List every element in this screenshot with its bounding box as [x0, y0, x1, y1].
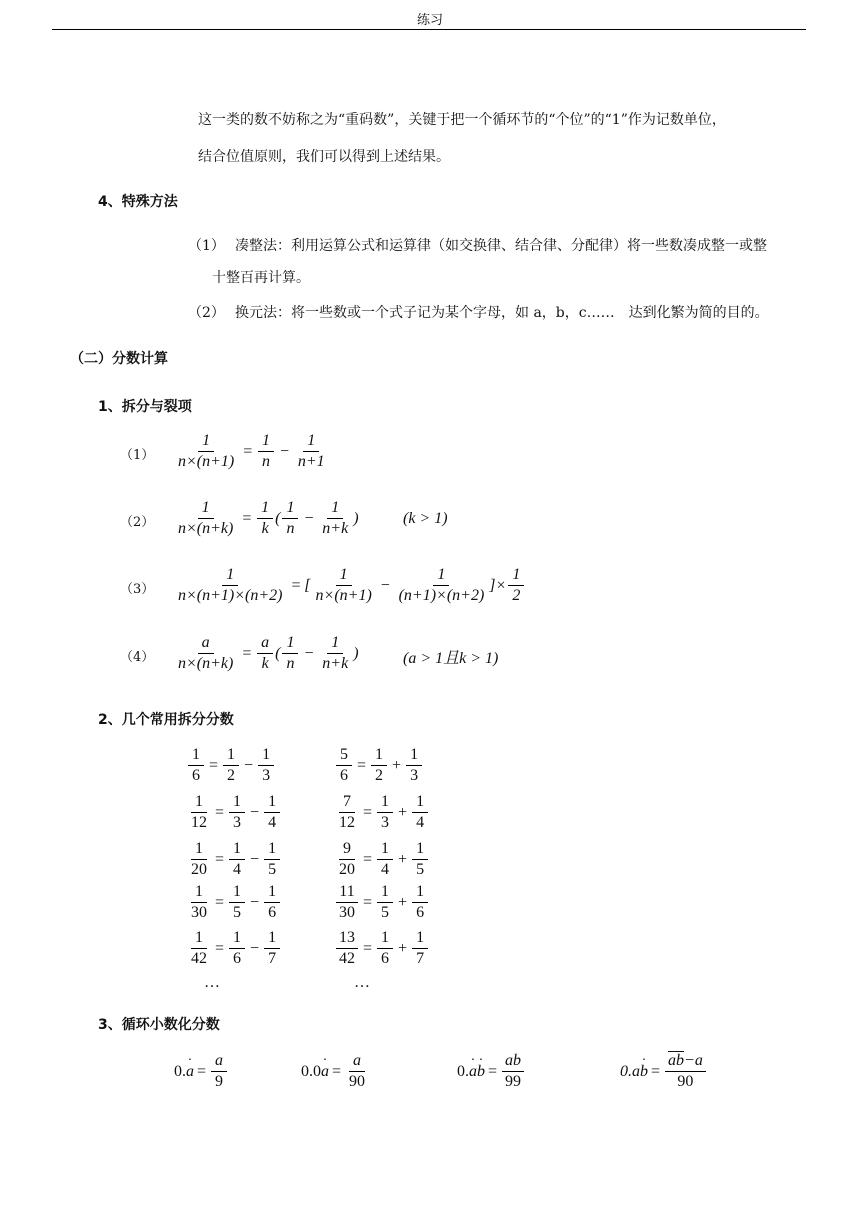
intro-line-1: 这一类的数不妨称之为“重码数”，关键于把一个循环节的“个位”的“1”作为记数单位， — [198, 112, 726, 128]
formula-2-term-1: 1 n — [282, 499, 298, 538]
common-left-row-5: $\frac{1}{42}$ = $\frac{1}{6}$ − $\frac{1}{7}$ — [186, 929, 282, 968]
common-right-row-1: $\frac{5}{6}$ = $\frac{1}{2}$ + $\frac{1}{3}$ — [334, 746, 424, 785]
formula-1: $\frac{1}{n\times(n+1)}$ = $\frac{1}{n}$ − $\frac{1}{n+1}$ — [173, 432, 330, 471]
common-left-row-2: $\frac{1}{12}$ = $\frac{1}{3}$ − $\frac{1}{4}$ — [186, 793, 282, 832]
formula-2-coef: $\frac{1}{k}$ — [257, 499, 273, 538]
special-methods-heading: 4、特殊方法 — [98, 194, 178, 210]
repeating-formula-4: 0.a b · = $\frac{\overline{ab}-a}{90}$ — [620, 1052, 708, 1091]
formula-2-term-2: $\frac{1}{n+k}$ — [322, 499, 349, 537]
common-left-row-1: $\frac{1}{6}$ = $\frac{1}{2}$ − $\frac{1}{3}$ — [186, 746, 276, 785]
formula-4: $\frac{a}{n\times(n+k)}$ = $\frac{a}{k}$ ( 1 n − $\frac{1}{n+k}$ ) — [173, 634, 359, 673]
formula-2-condition: (k > 1) — [403, 510, 448, 527]
formula-2: $\frac{1}{n\times(n+k)}$ = $\frac{1}{k}$ ( 1 n − $\frac{1}{n+k}$ ) — [173, 499, 359, 538]
page-header-title: 练习 — [416, 13, 443, 28]
formula-3-label: （3） — [120, 582, 155, 597]
formula-3-term-2: $\frac{1}{(n+1)\times(n+2)}$ — [398, 566, 485, 604]
repeating-decimal-heading: 3、循环小数化分数 — [98, 1017, 220, 1033]
common-right-row-3: $\frac{9}{20}$ = $\frac{1}{4}$ + $\frac{1}{5}$ — [334, 840, 430, 879]
item-1-label: （1） — [188, 238, 225, 254]
common-right-ellipsis: … — [354, 974, 370, 991]
common-left-ellipsis: … — [204, 974, 220, 991]
formula-1-label: （1） — [120, 448, 155, 463]
formula-4-condition: (a > 1且k > 1) — [403, 650, 499, 667]
formula-1-term-2: $\frac{1}{n+1}$ — [297, 432, 325, 470]
formula-4-term-1: 1 n — [282, 634, 298, 673]
item-2-text: 换元法：将一些数或一个式子记为某个字母，如 a，b，c…… 达到化繁为简的目的。 — [235, 305, 769, 321]
formula-3-term-1: 1 n×(n+1) — [315, 566, 372, 604]
item-1-line-1: 凑整法：利用运算公式和运算律（如交换律、结合律、分配律）将一些数凑成整一或整 — [235, 238, 767, 254]
common-right-row-4: $\frac{11}{30}$ = $\frac{1}{5}$ + $\frac{1}{6}$ — [334, 883, 430, 922]
intro-line-2: 结合位值原则，我们可以得到上述结果。 — [198, 149, 450, 165]
formula-3-half: $\frac{1}{2}$ — [508, 566, 524, 605]
repeating-formula-2: 0.0 a · = $\frac{a}{90}$ — [301, 1052, 370, 1091]
formula-4-label: （4） — [120, 650, 155, 665]
header-rule — [52, 29, 806, 30]
item-1-line-2: 十整百再计算。 — [212, 270, 310, 286]
formula-1-term-1: $\frac{1}{n}$ — [258, 432, 274, 471]
repeating-formula-3: 0. a · b · = $\frac{ab}{99}$ — [457, 1052, 526, 1091]
split-heading: 1、拆分与裂项 — [98, 399, 192, 415]
formula-2-lhs: $\frac{1}{n\times(n+k)}$ — [178, 499, 234, 537]
formula-2-label: （2） — [120, 515, 155, 530]
formula-4-lhs: $\frac{a}{n\times(n+k)}$ — [178, 634, 234, 672]
formula-3-lhs: $\frac{1}{n\times(n+1)\times(n+2)}$ — [178, 566, 283, 604]
formula-3: $\frac{1}{n\times(n+1)\times(n+2)}$ = [ 1 n×(n+1) − $\frac{1}{(n+1)\times(n+2)}$ ]× $\frac{1}{2}$ — [173, 566, 526, 605]
repeating-formula-1: 0. a · = $\frac{a}{9}$ — [174, 1052, 229, 1091]
common-left-row-4: $\frac{1}{30}$ = $\frac{1}{5}$ − $\frac{1}{6}$ — [186, 883, 282, 922]
formula-4-term-2: $\frac{1}{n+k}$ — [322, 634, 349, 672]
common-right-row-5: $\frac{13}{42}$ = $\frac{1}{6}$ + $\frac{1}{7}$ — [334, 929, 430, 968]
formula-1-lhs: $\frac{1}{n\times(n+1)}$ — [178, 432, 235, 470]
common-fractions-heading: 2、几个常用拆分分数 — [98, 712, 234, 728]
common-right-row-2: $\frac{7}{12}$ = $\frac{1}{3}$ + $\frac{1}{4}$ — [334, 793, 430, 832]
fraction-calc-heading: （二）分数计算 — [70, 351, 168, 367]
formula-4-coef: $\frac{a}{k}$ — [257, 634, 273, 673]
common-left-row-3: $\frac{1}{20}$ = $\frac{1}{4}$ − $\frac{1}{5}$ — [186, 840, 282, 879]
item-2-label: （2） — [188, 305, 225, 321]
